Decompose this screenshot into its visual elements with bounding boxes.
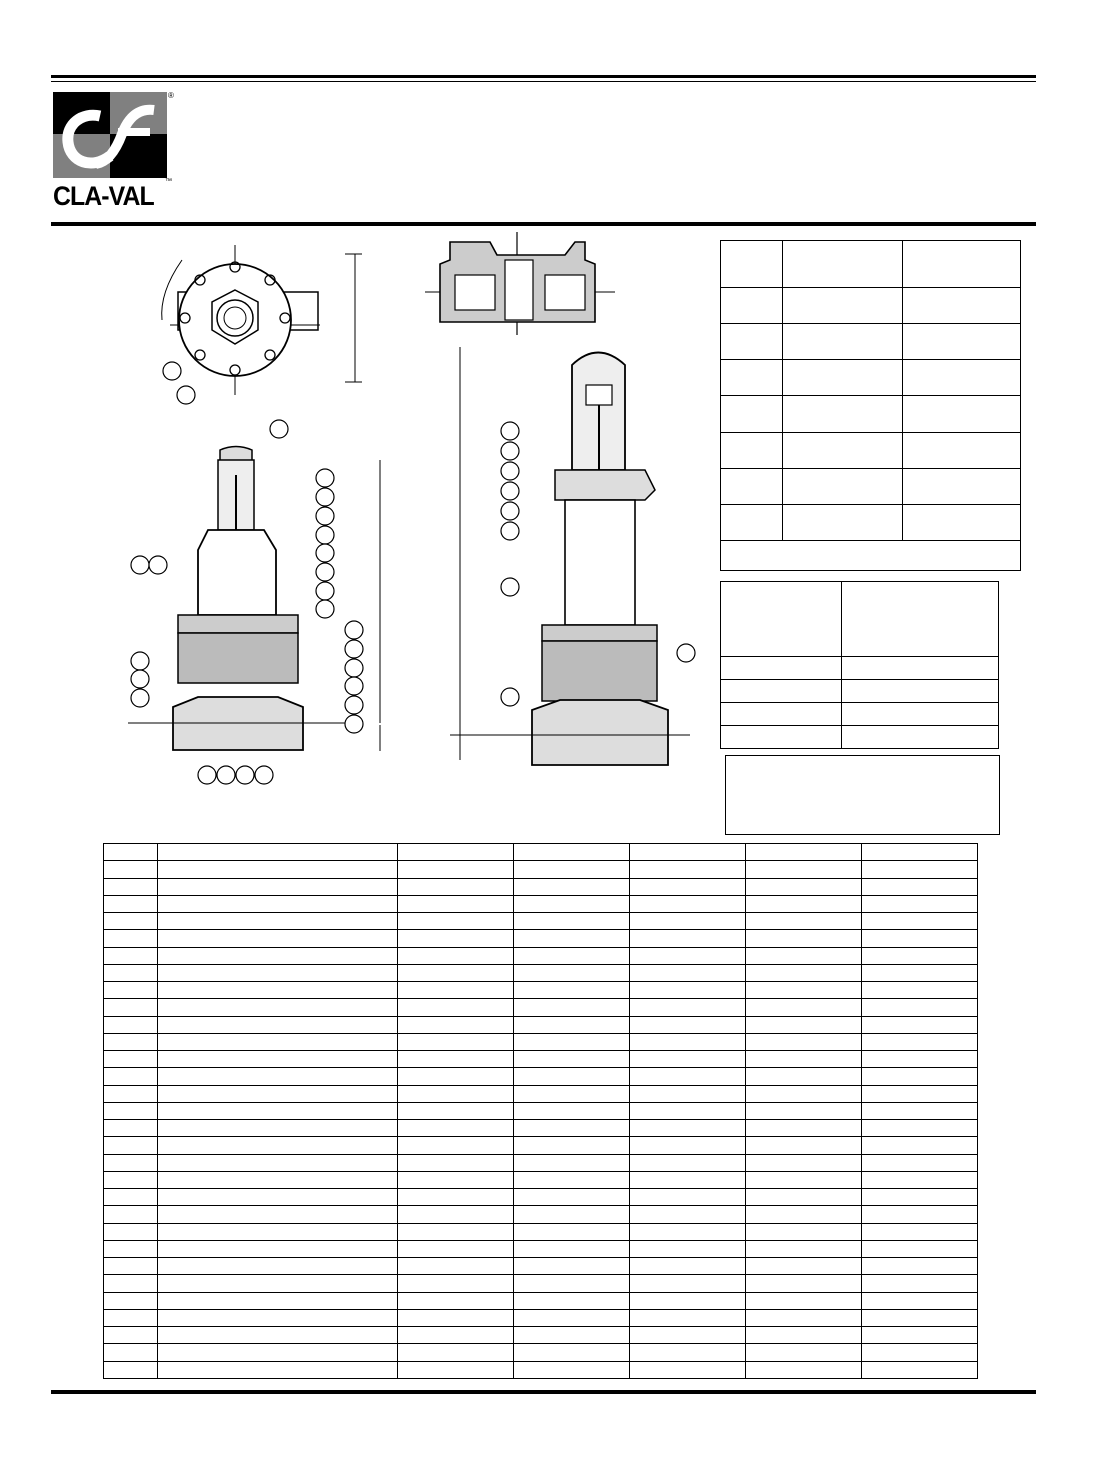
table-row bbox=[104, 1275, 978, 1292]
table-cell bbox=[398, 999, 514, 1016]
table-cell bbox=[398, 1240, 514, 1257]
table-cell bbox=[630, 1275, 746, 1292]
table-cell bbox=[158, 861, 398, 878]
table-cell bbox=[746, 844, 862, 861]
table-cell bbox=[514, 861, 630, 878]
table-cell bbox=[514, 1154, 630, 1171]
table-cell bbox=[104, 1068, 158, 1085]
left-section-drawing bbox=[128, 415, 398, 800]
dimension-table bbox=[720, 240, 1021, 571]
table-cell bbox=[862, 1275, 978, 1292]
table-cell bbox=[746, 1189, 862, 1206]
table-cell bbox=[158, 1258, 398, 1275]
table-cell bbox=[862, 1344, 978, 1361]
table-cell bbox=[398, 1154, 514, 1171]
table-cell bbox=[104, 1137, 158, 1154]
table-cell bbox=[514, 1171, 630, 1188]
table-cell bbox=[630, 861, 746, 878]
table-cell bbox=[104, 1309, 158, 1326]
table-row bbox=[104, 1154, 978, 1171]
table-cell bbox=[746, 1102, 862, 1119]
table-cell bbox=[862, 1102, 978, 1119]
table-cell bbox=[862, 895, 978, 912]
table-cell bbox=[862, 947, 978, 964]
table-row bbox=[104, 999, 978, 1016]
table-cell bbox=[862, 1240, 978, 1257]
table-cell bbox=[746, 930, 862, 947]
table-cell bbox=[514, 1051, 630, 1068]
table-cell bbox=[630, 1206, 746, 1223]
table-cell bbox=[158, 947, 398, 964]
table-cell bbox=[158, 1240, 398, 1257]
table-cell bbox=[104, 913, 158, 930]
table-row bbox=[104, 895, 978, 912]
table-cell bbox=[398, 1292, 514, 1309]
table-cell bbox=[398, 1223, 514, 1240]
table-cell bbox=[746, 1033, 862, 1050]
table-cell bbox=[158, 1137, 398, 1154]
table-cell bbox=[158, 1171, 398, 1188]
table-cell bbox=[862, 1068, 978, 1085]
table-cell bbox=[398, 1085, 514, 1102]
table-row bbox=[104, 1120, 978, 1137]
table-cell bbox=[630, 1137, 746, 1154]
table-cell bbox=[862, 1327, 978, 1344]
table-row bbox=[104, 1309, 978, 1326]
right-section-drawing bbox=[450, 335, 700, 775]
table-cell bbox=[104, 1240, 158, 1257]
table-cell bbox=[746, 1171, 862, 1188]
table-cell bbox=[398, 1361, 514, 1379]
table-cell bbox=[104, 1275, 158, 1292]
table-cell bbox=[104, 861, 158, 878]
table-cell bbox=[630, 913, 746, 930]
note-box bbox=[725, 755, 1000, 835]
table-cell bbox=[514, 1292, 630, 1309]
table-cell bbox=[158, 1223, 398, 1240]
table-cell bbox=[158, 1275, 398, 1292]
table-cell bbox=[104, 1102, 158, 1119]
table-cell bbox=[630, 1240, 746, 1257]
table-cell bbox=[746, 1154, 862, 1171]
top-view-drawing bbox=[150, 240, 375, 410]
table-cell bbox=[158, 1016, 398, 1033]
table-cell bbox=[158, 982, 398, 999]
table-cell bbox=[104, 1206, 158, 1223]
table-cell bbox=[630, 930, 746, 947]
table-cell bbox=[746, 947, 862, 964]
body-section-drawing bbox=[425, 230, 615, 335]
table-row bbox=[104, 930, 978, 947]
table-cell bbox=[630, 982, 746, 999]
table-cell bbox=[746, 878, 862, 895]
table-cell bbox=[104, 964, 158, 981]
table-row bbox=[104, 878, 978, 895]
table-cell bbox=[630, 1051, 746, 1068]
table-cell bbox=[104, 947, 158, 964]
table-row bbox=[104, 1016, 978, 1033]
table-cell bbox=[158, 1309, 398, 1326]
table-cell bbox=[746, 1085, 862, 1102]
table-cell bbox=[862, 1033, 978, 1050]
table-cell bbox=[630, 1189, 746, 1206]
table-cell bbox=[104, 982, 158, 999]
table-cell bbox=[398, 1344, 514, 1361]
table-row bbox=[104, 964, 978, 981]
table-cell bbox=[514, 1309, 630, 1326]
table-row bbox=[104, 1240, 978, 1257]
table-cell bbox=[862, 999, 978, 1016]
table-cell bbox=[862, 982, 978, 999]
table-cell bbox=[630, 1085, 746, 1102]
table-cell bbox=[746, 1309, 862, 1326]
table-cell bbox=[862, 1154, 978, 1171]
logo-wordmark: CLA-VAL bbox=[53, 181, 154, 211]
table-cell bbox=[398, 1051, 514, 1068]
table-cell bbox=[746, 964, 862, 981]
table-cell bbox=[862, 1120, 978, 1137]
table-cell bbox=[104, 1120, 158, 1137]
table-cell bbox=[514, 1206, 630, 1223]
table-cell bbox=[630, 844, 746, 861]
table-cell bbox=[862, 1189, 978, 1206]
table-cell bbox=[158, 1154, 398, 1171]
table-cell bbox=[862, 1309, 978, 1326]
table-cell bbox=[746, 1327, 862, 1344]
table-cell bbox=[746, 1016, 862, 1033]
header-rule-thick bbox=[51, 75, 1036, 78]
table-row bbox=[104, 1223, 978, 1240]
table-cell bbox=[862, 1292, 978, 1309]
table-cell bbox=[862, 1016, 978, 1033]
table-cell bbox=[862, 930, 978, 947]
table-cell bbox=[158, 964, 398, 981]
table-cell bbox=[514, 1068, 630, 1085]
table-cell bbox=[158, 1102, 398, 1119]
table-row bbox=[104, 861, 978, 878]
table-row bbox=[104, 1292, 978, 1309]
table-cell bbox=[746, 1292, 862, 1309]
table-cell bbox=[104, 1033, 158, 1050]
table-cell bbox=[104, 1361, 158, 1379]
table-cell bbox=[158, 1033, 398, 1050]
table-cell bbox=[862, 1085, 978, 1102]
table-cell bbox=[862, 964, 978, 981]
footer-rule bbox=[51, 1390, 1036, 1394]
table-cell bbox=[104, 930, 158, 947]
table-cell bbox=[398, 844, 514, 861]
table-cell bbox=[746, 1120, 862, 1137]
table-cell bbox=[630, 1258, 746, 1275]
table-cell bbox=[746, 1068, 862, 1085]
table-cell bbox=[514, 1102, 630, 1119]
table-row bbox=[104, 1051, 978, 1068]
table-cell bbox=[398, 1275, 514, 1292]
table-row bbox=[104, 1344, 978, 1361]
table-cell bbox=[398, 982, 514, 999]
header-rule-thin bbox=[51, 81, 1036, 82]
table-cell bbox=[630, 1171, 746, 1188]
table-cell bbox=[514, 1137, 630, 1154]
table-cell bbox=[398, 1016, 514, 1033]
table-cell bbox=[746, 913, 862, 930]
table-cell bbox=[398, 913, 514, 930]
table-cell bbox=[104, 1171, 158, 1188]
table-cell bbox=[630, 1120, 746, 1137]
table-cell bbox=[398, 878, 514, 895]
table-cell bbox=[630, 1309, 746, 1326]
table-cell bbox=[158, 930, 398, 947]
table-cell bbox=[398, 1189, 514, 1206]
table-cell bbox=[158, 999, 398, 1016]
table-cell bbox=[746, 1258, 862, 1275]
table-cell bbox=[746, 895, 862, 912]
table-cell bbox=[630, 1327, 746, 1344]
table-cell bbox=[630, 878, 746, 895]
table-cell bbox=[104, 1258, 158, 1275]
table-cell bbox=[104, 1154, 158, 1171]
table-cell bbox=[514, 999, 630, 1016]
table-cell bbox=[158, 844, 398, 861]
table-cell bbox=[158, 1085, 398, 1102]
table-row bbox=[104, 1327, 978, 1344]
table-cell bbox=[862, 1137, 978, 1154]
table-cell bbox=[514, 964, 630, 981]
table-cell bbox=[862, 878, 978, 895]
table-cell bbox=[630, 1102, 746, 1119]
table-cell bbox=[158, 913, 398, 930]
table-cell bbox=[630, 964, 746, 981]
table-cell bbox=[746, 1137, 862, 1154]
table-cell bbox=[514, 1189, 630, 1206]
table-cell bbox=[158, 1051, 398, 1068]
table-cell bbox=[630, 1033, 746, 1050]
table-cell bbox=[862, 1051, 978, 1068]
table-cell bbox=[862, 1171, 978, 1188]
table-cell bbox=[630, 1154, 746, 1171]
table-cell bbox=[398, 861, 514, 878]
table-cell bbox=[514, 1085, 630, 1102]
table-row bbox=[104, 1033, 978, 1050]
table-cell bbox=[746, 999, 862, 1016]
parts-list-table bbox=[103, 843, 978, 1379]
table-cell bbox=[158, 1344, 398, 1361]
table-cell bbox=[746, 1240, 862, 1257]
table-row bbox=[104, 982, 978, 999]
table-cell bbox=[746, 1223, 862, 1240]
table-cell bbox=[514, 1016, 630, 1033]
table-cell bbox=[158, 1120, 398, 1137]
table-cell bbox=[398, 895, 514, 912]
table-cell bbox=[158, 1327, 398, 1344]
table-cell bbox=[746, 861, 862, 878]
table-cell bbox=[746, 982, 862, 999]
table-cell bbox=[514, 844, 630, 861]
table-cell bbox=[104, 1085, 158, 1102]
table-cell bbox=[158, 1068, 398, 1085]
table-row bbox=[104, 1189, 978, 1206]
table-cell bbox=[514, 1033, 630, 1050]
table-cell bbox=[514, 878, 630, 895]
table-row bbox=[104, 1258, 978, 1275]
section-rule bbox=[51, 222, 1036, 226]
table-cell bbox=[630, 1068, 746, 1085]
table-cell bbox=[862, 861, 978, 878]
table-cell bbox=[398, 1309, 514, 1326]
table-cell bbox=[514, 1258, 630, 1275]
table-row bbox=[104, 1171, 978, 1188]
table-cell bbox=[514, 1240, 630, 1257]
table-row bbox=[104, 1102, 978, 1119]
table-row bbox=[104, 1068, 978, 1085]
table-cell bbox=[630, 895, 746, 912]
table-cell bbox=[630, 1223, 746, 1240]
table-cell bbox=[398, 1171, 514, 1188]
table-cell bbox=[630, 999, 746, 1016]
table-cell bbox=[104, 1344, 158, 1361]
table-cell bbox=[398, 1033, 514, 1050]
table-cell bbox=[158, 1189, 398, 1206]
table-cell bbox=[158, 1206, 398, 1223]
table-row bbox=[104, 947, 978, 964]
table-cell bbox=[514, 1120, 630, 1137]
table-cell bbox=[862, 1223, 978, 1240]
table-row bbox=[104, 1085, 978, 1102]
table-cell bbox=[630, 1344, 746, 1361]
table-cell bbox=[398, 1137, 514, 1154]
table-cell bbox=[630, 947, 746, 964]
registered-mark: ® bbox=[168, 91, 174, 100]
spec-table bbox=[720, 581, 999, 749]
table-cell bbox=[746, 1361, 862, 1379]
table-cell bbox=[746, 1051, 862, 1068]
table-cell bbox=[104, 1292, 158, 1309]
table-row bbox=[104, 913, 978, 930]
table-cell bbox=[514, 1327, 630, 1344]
table-cell bbox=[158, 1361, 398, 1379]
table-cell bbox=[514, 1361, 630, 1379]
table-row bbox=[104, 1361, 978, 1379]
table-cell bbox=[104, 844, 158, 861]
table-cell bbox=[398, 1102, 514, 1119]
table-cell bbox=[514, 1275, 630, 1292]
table-cell bbox=[398, 947, 514, 964]
trademark-mark: ™ bbox=[165, 178, 172, 185]
table-row bbox=[104, 844, 978, 861]
table-cell bbox=[104, 1016, 158, 1033]
table-cell bbox=[104, 1327, 158, 1344]
table-cell bbox=[514, 895, 630, 912]
table-cell bbox=[104, 1223, 158, 1240]
table-cell bbox=[630, 1016, 746, 1033]
table-cell bbox=[158, 878, 398, 895]
table-cell bbox=[862, 913, 978, 930]
table-cell bbox=[398, 964, 514, 981]
table-cell bbox=[398, 930, 514, 947]
table-cell bbox=[104, 1051, 158, 1068]
table-cell bbox=[158, 1292, 398, 1309]
table-cell bbox=[514, 913, 630, 930]
table-cell bbox=[398, 1120, 514, 1137]
table-cell bbox=[398, 1327, 514, 1344]
table-row bbox=[104, 1206, 978, 1223]
table-cell bbox=[514, 982, 630, 999]
table-cell bbox=[398, 1206, 514, 1223]
table-cell bbox=[104, 895, 158, 912]
table-cell bbox=[746, 1275, 862, 1292]
table-cell bbox=[746, 1344, 862, 1361]
table-cell bbox=[514, 1344, 630, 1361]
table-cell bbox=[514, 1223, 630, 1240]
table-cell bbox=[158, 895, 398, 912]
table-cell bbox=[398, 1258, 514, 1275]
table-cell bbox=[104, 1189, 158, 1206]
table-cell bbox=[862, 1361, 978, 1379]
table-cell bbox=[104, 878, 158, 895]
table-row bbox=[104, 1137, 978, 1154]
table-cell bbox=[862, 844, 978, 861]
table-cell bbox=[104, 999, 158, 1016]
table-cell bbox=[514, 947, 630, 964]
table-cell bbox=[514, 930, 630, 947]
table-cell bbox=[630, 1292, 746, 1309]
table-cell bbox=[862, 1258, 978, 1275]
table-cell bbox=[746, 1206, 862, 1223]
table-cell bbox=[398, 1068, 514, 1085]
table-cell bbox=[630, 1361, 746, 1379]
table-cell bbox=[862, 1206, 978, 1223]
